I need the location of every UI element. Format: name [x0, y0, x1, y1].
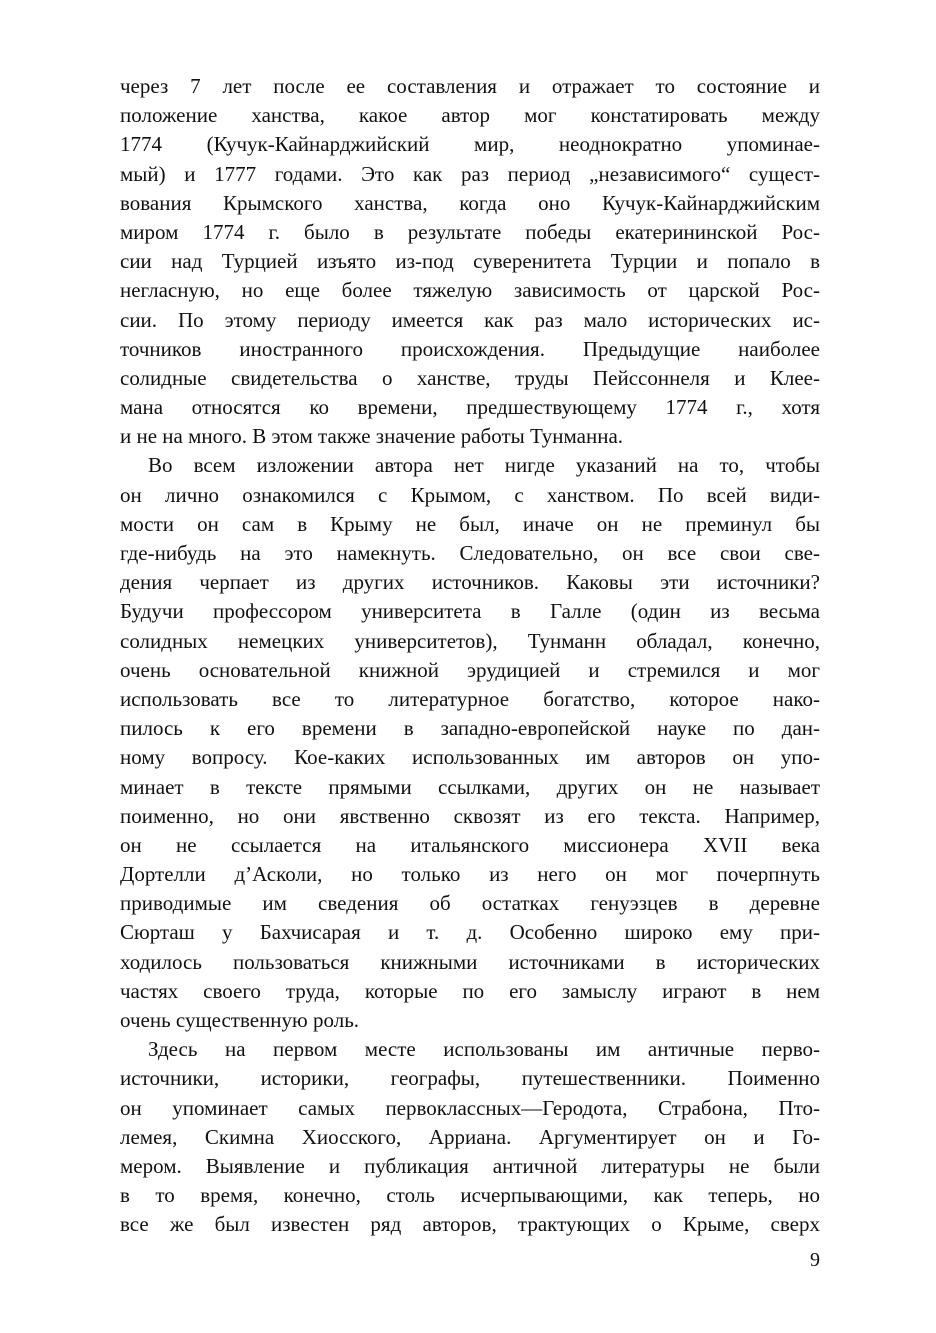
text-line: поименно, но они явственно сквозят из его текста. Например, [120, 803, 820, 828]
page-number: 9 [810, 1249, 820, 1271]
text-line: Будучи профессором университета в Галле (один из весьма [120, 599, 820, 624]
text-line: мый) и 1777 годами. Это как раз период „независимого“ сущест- [120, 161, 820, 186]
text-line: солидные свидетельства о ханстве, труды Пейссоннеля и Клее- [120, 365, 820, 390]
text-line: мости он сам в Крыму не был, иначе он не преминул бы [120, 511, 820, 536]
text-line: и не на много. В этом также значение работы Тунманна. [120, 424, 624, 449]
text-line: через 7 лет после ее составления и отражает то состояние и [120, 74, 820, 98]
text-line: лемея, Скимна Хиосского, Арриана. Аргументирует он и Го- [120, 1124, 820, 1149]
text-line: дения черпает из других источников. Каковы эти источники? [120, 570, 820, 595]
text-line: положение ханства, какое автор мог констатировать между [120, 103, 820, 128]
text-line: солидных немецких университетов), Тунманн обладал, конечно, [120, 628, 820, 653]
text-line: вования Крымского ханства, когда оно Кучук-Кайнарджийским [120, 190, 820, 215]
text-line: он лично ознакомился с Крымом, с ханством. По всей види- [120, 482, 820, 507]
text-line: в то время, конечно, столь исчерпывающими, как теперь, но [120, 1183, 820, 1208]
text-line: минает в тексте прямыми ссылками, других он не называет [120, 774, 820, 799]
text-line: частях своего труда, которые по его замыслу играют в нем [120, 978, 820, 1003]
paragraph-3 [120, 1035, 820, 1239]
text-line: Дортелли д’Асколи, но только из него он мог почерпнуть [120, 862, 820, 887]
text-line: сии. По этому периоду имеется как раз мало исторических ис- [120, 307, 820, 332]
text-line: где-нибудь на это намекнуть. Следовательно, он все свои све- [120, 541, 820, 565]
text-line: использовать все то литературное богатство, которое нако- [120, 686, 820, 711]
text-line: Здесь на первом месте использованы им античные перво- [148, 1037, 820, 1062]
text-line: ному вопросу. Кое-каких использованных им авторов он упо- [120, 745, 820, 770]
text-line: Сюрташ у Бахчисарая и т. д. Особенно широко ему при- [120, 920, 820, 945]
text-line: он не ссылается на итальянского миссионера XVII века [120, 832, 820, 857]
text-line: источники, историки, географы, путешественники. Поименно [120, 1066, 820, 1091]
text-line: пилось к его времени в западно-европейской науке по дан- [120, 716, 820, 741]
text-line: приводимые им сведения об остатках генуэзцев в деревне [120, 891, 820, 916]
text-line: очень существенную роль. [120, 1008, 360, 1032]
text-line: мана относятся ко времени, предшествующему 1774 г., хотя [120, 395, 820, 420]
page-body [120, 72, 820, 1240]
text-line: он упоминает самых первоклассных—Геродота, Страбона, Пто- [120, 1095, 820, 1120]
text-line: очень основательной книжной эрудицией и стремился и мог [120, 657, 820, 682]
text-line: Во всем изложении автора нет нигде указаний на то, чтобы [148, 453, 820, 478]
text-line: сии над Турцией изъято из-под суверенитета Турции и попало в [120, 249, 820, 274]
text-line: мером. Выявление и публикация античной литературы не были [120, 1153, 820, 1178]
text-line: 1774 (Кучук-Кайнарджийский мир, неоднократно упоминае- [120, 132, 820, 157]
text-line: ходилось пользоваться книжными источниками в исторических [120, 949, 820, 974]
text-line: миром 1774 г. было в результате победы екатерининской Рос- [120, 219, 820, 244]
text-line: негласную, но еще более тяжелую зависимость от царской Рос- [120, 278, 820, 303]
paragraph-2 [120, 451, 820, 1035]
text-line: все же был известен ряд авторов, трактующих о Крыме, сверх [120, 1212, 820, 1237]
paragraph-1 [120, 72, 820, 451]
text-line: точников иностранного происхождения. Предыдущие наиболее [120, 336, 820, 361]
